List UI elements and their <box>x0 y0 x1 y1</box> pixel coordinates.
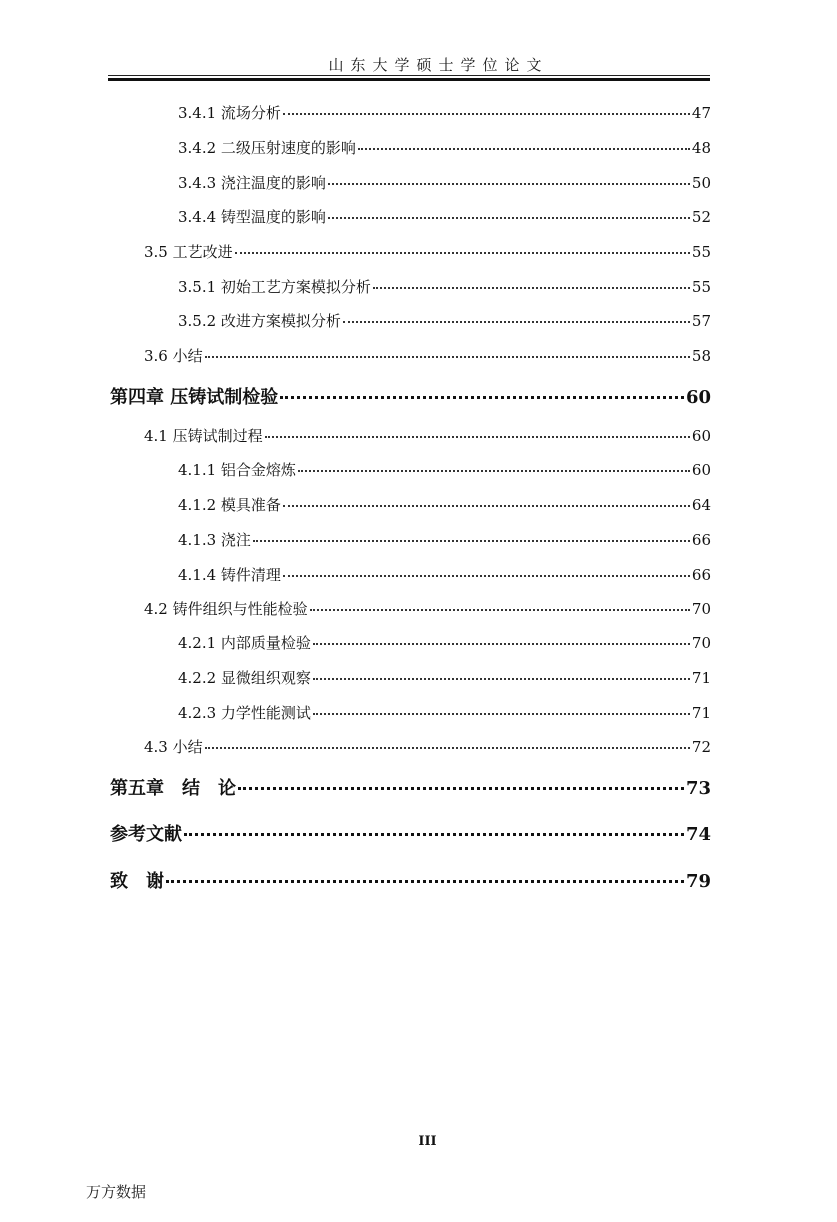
toc-entry-label: 4.2 铸件组织与性能检验 <box>144 600 308 618</box>
toc-chapter-entry[interactable] <box>110 867 711 893</box>
toc-entry-label: 3.5.2 改进方案模拟分析 <box>178 312 341 330</box>
toc-entry-page: 60 <box>685 387 711 408</box>
toc-entry-page: 70 <box>691 600 711 618</box>
toc-entry-page: 73 <box>685 778 711 799</box>
toc-entry[interactable] <box>178 102 711 123</box>
toc-entry[interactable] <box>178 564 711 585</box>
toc-entry-page: 72 <box>691 738 711 756</box>
source-watermark: 万方数据 <box>86 1183 147 1201</box>
running-header-title: 山东大学硕士学位论文 <box>328 56 549 74</box>
toc-entry-label: 4.2.2 显微组织观察 <box>178 669 311 687</box>
toc-entry-label: 3.5 工艺改进 <box>144 243 233 261</box>
toc-entry-page: 50 <box>691 174 711 192</box>
toc-entry-label: 4.2.1 内部质量检验 <box>178 634 311 652</box>
toc-leader-dots <box>343 317 690 323</box>
toc-entry-page: 79 <box>685 871 711 892</box>
toc-entry[interactable] <box>178 632 711 653</box>
toc-entry-page: 71 <box>691 669 711 687</box>
toc-entry[interactable] <box>178 172 711 193</box>
toc-entry-label: 3.4.1 流场分析 <box>178 104 281 122</box>
toc-leader-dots <box>313 674 690 680</box>
toc-leader-dots <box>298 466 690 472</box>
toc-entry-page: 58 <box>691 347 711 365</box>
toc-leader-dots <box>265 432 690 438</box>
toc-entry[interactable] <box>178 459 711 480</box>
header-rule <box>108 75 710 76</box>
toc-entry[interactable] <box>178 667 711 688</box>
toc-entry[interactable] <box>144 736 711 757</box>
toc-entry[interactable] <box>144 241 711 262</box>
toc-entry-page: 70 <box>691 634 711 652</box>
toc-entry[interactable] <box>178 702 711 723</box>
toc-entry-page: 71 <box>691 704 711 722</box>
toc-entry[interactable] <box>144 345 711 366</box>
toc-entry-label: 3.4.4 铸型温度的影响 <box>178 208 326 226</box>
toc-chapter-entry[interactable] <box>110 774 711 800</box>
toc-entry-page: 52 <box>691 208 711 226</box>
page-number: III <box>418 1134 437 1149</box>
toc-leader-dots <box>235 248 690 254</box>
toc-entry-page: 66 <box>691 531 711 549</box>
toc-entry-page: 74 <box>685 824 711 845</box>
toc-leader-dots <box>373 283 690 289</box>
toc-leader-dots <box>283 501 690 507</box>
toc-leader-dots <box>238 783 684 790</box>
toc-entry[interactable] <box>178 206 711 227</box>
toc-leader-dots <box>205 743 690 749</box>
header-rule-thick <box>108 78 710 81</box>
toc-leader-dots <box>313 639 690 645</box>
toc-entry-label: 4.1.2 模具准备 <box>178 496 281 514</box>
toc-leader-dots <box>280 392 684 399</box>
toc-leader-dots <box>328 213 690 219</box>
toc-leader-dots <box>310 605 690 611</box>
toc-entry[interactable] <box>178 310 711 331</box>
toc-entry[interactable] <box>178 137 711 158</box>
toc-leader-dots <box>283 109 690 115</box>
toc-chapter-entry[interactable] <box>110 383 711 409</box>
toc-entry-page: 60 <box>691 427 711 445</box>
toc-leader-dots <box>166 876 684 883</box>
toc-entry-page: 47 <box>691 104 711 122</box>
toc-entry-label: 4.1.3 浇注 <box>178 531 251 549</box>
toc-leader-dots <box>184 829 684 836</box>
toc-entry-label: 第五章 结 论 <box>110 778 236 799</box>
toc-leader-dots <box>328 179 690 185</box>
toc-chapter-entry[interactable] <box>110 820 711 846</box>
toc-entry-label: 4.1 压铸试制过程 <box>144 427 263 445</box>
toc-entry-label: 3.6 小结 <box>144 347 203 365</box>
toc-entry-label: 4.2.3 力学性能测试 <box>178 704 311 722</box>
toc-entry-label: 4.1.4 铸件清理 <box>178 566 281 584</box>
toc-leader-dots <box>313 709 690 715</box>
toc-entry-label: 4.3 小结 <box>144 738 203 756</box>
toc-entry-label: 3.4.3 浇注温度的影响 <box>178 174 326 192</box>
toc-leader-dots <box>253 536 690 542</box>
toc-entry-label: 致 谢 <box>110 871 164 892</box>
toc-entry-label: 3.5.1 初始工艺方案模拟分析 <box>178 278 371 296</box>
toc-leader-dots <box>283 571 690 577</box>
toc-entry[interactable] <box>178 276 711 297</box>
toc-entry[interactable] <box>144 598 711 619</box>
toc-leader-dots <box>205 352 690 358</box>
toc-entry-label: 参考文献 <box>110 824 182 845</box>
toc-entry-page: 64 <box>691 496 711 514</box>
toc-entry-label: 3.4.2 二级压射速度的影响 <box>178 139 356 157</box>
toc-entry[interactable] <box>178 494 711 515</box>
toc-entry-page: 66 <box>691 566 711 584</box>
toc-entry-page: 57 <box>691 312 711 330</box>
toc-entry-label: 4.1.1 铝合金熔炼 <box>178 461 296 479</box>
toc-leader-dots <box>358 144 690 150</box>
toc-entry-label: 第四章 压铸试制检验 <box>110 387 279 408</box>
toc-entry-page: 55 <box>691 278 711 296</box>
toc-entry-page: 48 <box>691 139 711 157</box>
toc-entry[interactable] <box>144 425 711 446</box>
toc-entry[interactable] <box>178 529 711 550</box>
toc-entry-page: 60 <box>691 461 711 479</box>
toc-entry-page: 55 <box>691 243 711 261</box>
